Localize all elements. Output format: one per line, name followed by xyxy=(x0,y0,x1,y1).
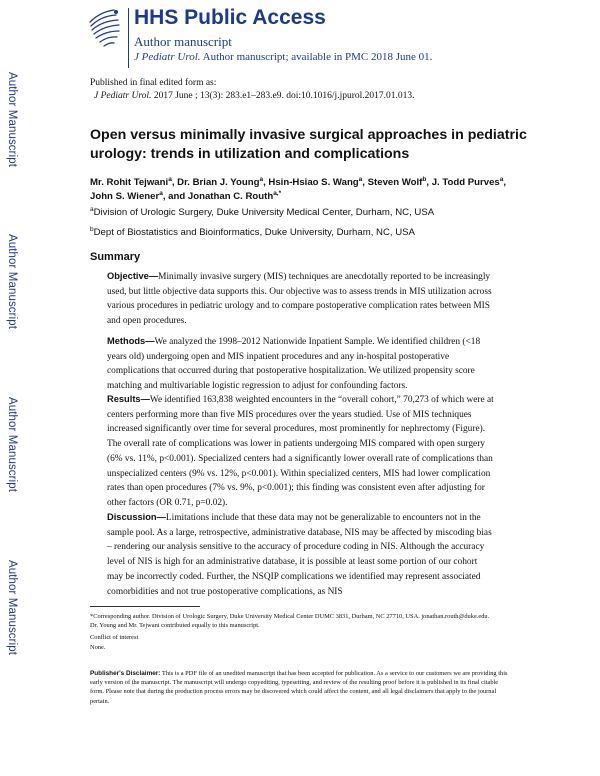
journal-availability: J Pediatr Urol. Author manuscript; available in PMC 2018 June 01. xyxy=(134,51,433,63)
author-list: Mr. Rohit Tejwani$^a$, Dr. Brian J. Young$^a$, Hsin-Hsiao S. Wang$^a$, Steven Wolf$^b$, J. Todd Purves$^a$, John S. Wiener$^a$, and Jonathan C. Routh$^{a,*}$ xyxy=(90,175,507,202)
manuscript-type: Author manuscript xyxy=(134,34,232,49)
affiliation: $^b$Dept of Biostatistics and Bioinformatics, Duke University, Durham, NC, USA xyxy=(90,225,415,238)
hhs-header xyxy=(86,4,586,74)
author: John S. Wiener$^a$ xyxy=(90,189,163,202)
publisher-disclaimer: Publisher's Disclaimer: This is a PDF file of an unedited manuscript that has been accepted for publication. As a service to our customers we are providing this early version of the manuscript. The manuscript will undergo copyediting, typesetting, and review of the resulting proof before it is published in its final citable form. Please note that during the production process errors may be discovered which could affect the content, and all legal disclaimers that apply to the journal pertain. xyxy=(90,670,508,705)
equal-contribution-note: Dr. Young and Mr. Tejwani contributed equally to this manuscript. xyxy=(90,622,260,630)
hhs-eagle-icon xyxy=(86,4,126,52)
objective-paragraph: Objective—Minimally invasive surgery (MIS) techniques are anecdotally reported to be increasingly used, but little objective data supports this. Our objective was to assess trends in MIS utilization across various procedures in pediatric urology and to compare postoperative complication rates between MIS and open procedures. xyxy=(107,271,492,327)
sidebar-label-author-manuscript: Author Manuscript xyxy=(6,560,18,656)
affiliation: $^a$Division of Urologic Surgery, Duke University Medical Center, Durham, NC, USA xyxy=(90,205,435,218)
article-title: Open versus minimally invasive surgical approaches in pediatric urology: trends in utilization and complications xyxy=(90,127,527,162)
author: Hsin-Hsiao S. Wang$^a$ xyxy=(268,175,363,188)
corresponding-author-note: *Corresponding author. Division of Urologic Surgery, Duke University Medical Center DUMC 3831, Durham, NC 27710, USA. jonathan.routh@duke.edu. xyxy=(90,613,490,620)
published-info: Published in final edited form as: J Pediatr Urol. 2017 June ; 13(3): 283.e1–283.e9. doi:10.1016/j.jpurol.2017.01.013. xyxy=(90,78,415,101)
conflict-label: Conflict of interest xyxy=(90,634,139,642)
results-paragraph: Results—We identified 163,838 weighted encounters in the “overall cohort,” 70,273 of which were at centers performing more than five MIS procedures over the years studied. Use of MIS techniques increased significantly over time for several procedures, most prominently for nephrectomy (Figure). The overall rate of complications was lower in patients undergoing MIS compared with open surgery (6% vs. 11%, p<0.001). Specialized centers had a significantly lower overall rate of complications than unspecialized centers (9% vs. 12%, p<0.001). Within specialized centers, MIS had lower complication rates than open procedures (7% vs. 9%, p<0.001); this finding was consistent even after adjusting for other factors (OR 0.71, p=0.02). xyxy=(107,394,494,508)
author: Dr. Brian J. Young$^a$ xyxy=(177,175,264,188)
sidebar-label-author-manuscript: Author Manuscript xyxy=(6,72,18,168)
author: Mr. Rohit Tejwani$^a$ xyxy=(90,175,172,188)
author: Jonathan C. Routh$^{a,*}$ xyxy=(187,189,282,202)
footnotes xyxy=(90,612,510,652)
header-divider xyxy=(128,8,129,68)
methods-paragraph: Methods—We analyzed the 1998–2012 Nationwide Inpatient Sample. We identified children (<18 years old) undergoing open and MIS inpatient procedures and any in-hospital postoperative complications that occurred during that postoperative hospitalization. We utilized propensity score matching and multivariable logistic regression to adjust for confounding factors. xyxy=(107,336,481,392)
conflict-value: None. xyxy=(90,643,106,651)
author: Steven Wolf$^b$ xyxy=(367,175,427,188)
author: J. Todd Purves$^a$ xyxy=(431,175,504,188)
discussion-paragraph: Discussion—Limitations include that these data may not be generalizable to encounters not in the sample pool. As a large, retrospective, administrative database, NIS may be affected by miscoding bias – rendering our analysis sensitive to the accuracy of procedure coding in NIS. Although the accuracy level of NIS is high for an administrative database, it is possible at least some portion of our cohort may be incorrectly coded. Further, the NSQIP complications we identified may represent associated comorbidities and not true postoperative complications, as NIS xyxy=(107,512,492,597)
summary-heading: Summary xyxy=(90,251,141,263)
hhs-title: HHS Public Access xyxy=(134,6,326,29)
footnote-divider xyxy=(90,606,200,607)
sidebar-label-author-manuscript: Author Manuscript xyxy=(6,234,18,330)
sidebar-label-author-manuscript: Author Manuscript xyxy=(6,397,18,493)
